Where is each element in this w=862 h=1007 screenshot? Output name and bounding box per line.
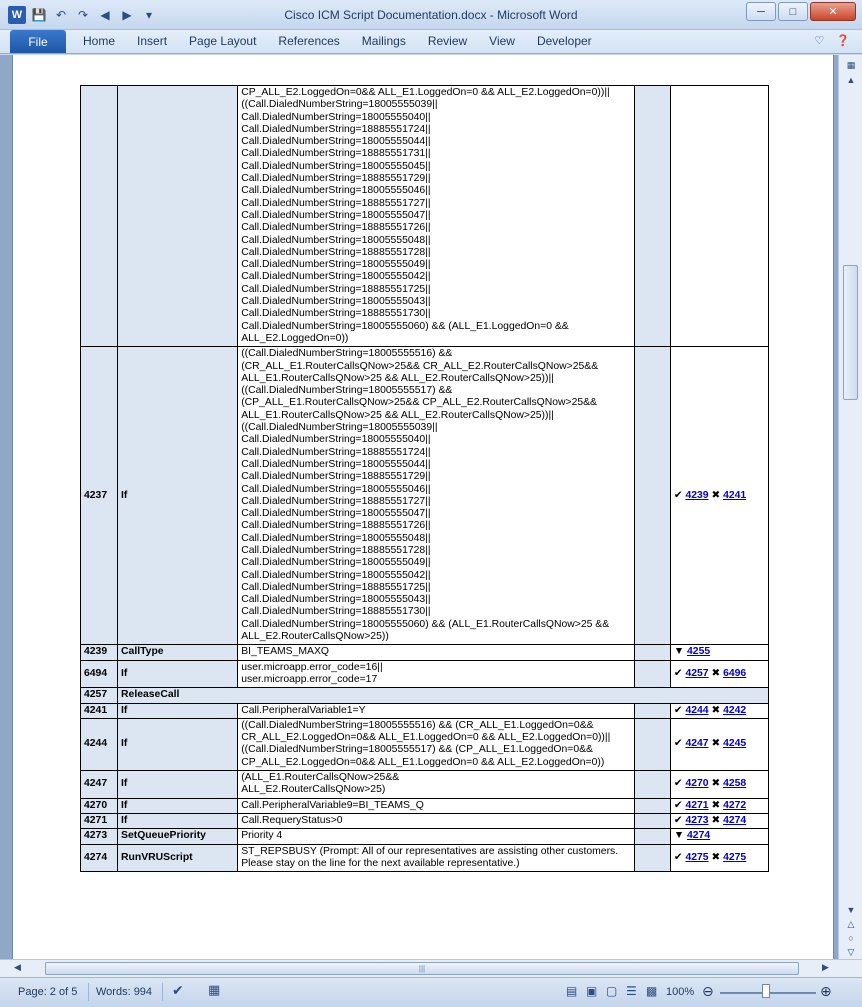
check-icon: ✔ — [673, 814, 683, 826]
node-link[interactable]: 4247 — [685, 738, 709, 750]
table-row — [81, 771, 769, 799]
condition-cell: user.microapp.error_code=16|| user.microapp.error_code=17 — [238, 660, 635, 688]
browse-object-icon[interactable]: ○ — [848, 933, 854, 943]
down-arrow-icon: ▼ — [673, 646, 685, 658]
node-link[interactable]: 4241 — [723, 489, 747, 501]
node-link[interactable]: 4275 — [685, 851, 709, 863]
outline-icon[interactable]: ☰ — [626, 984, 637, 998]
node-link[interactable]: 4270 — [685, 778, 709, 790]
node-type-cell: If — [118, 660, 238, 688]
zoom-out-icon[interactable]: ⊖ — [702, 983, 714, 999]
scroll-down-icon[interactable]: ▼ — [846, 905, 856, 915]
table-row — [81, 829, 769, 844]
next-node-cell — [670, 813, 768, 828]
previous-page-icon[interactable]: △ — [847, 919, 855, 929]
x-mark-icon: ✖ — [711, 851, 721, 863]
condition-cell: Call.PeripheralVariable9=BI_TEAMS_Q — [238, 798, 635, 813]
x-mark-icon: ✖ — [711, 799, 721, 811]
node-id-cell: 4237 — [81, 347, 118, 645]
script-table — [80, 85, 769, 872]
node-link[interactable]: 4275 — [723, 851, 747, 863]
node-link[interactable]: 4244 — [685, 704, 709, 716]
tab-developer[interactable]: Developer — [536, 34, 592, 48]
node-id-cell: 4247 — [81, 771, 118, 799]
word-app-icon[interactable]: W — [8, 6, 26, 24]
customize-toolbar-icon[interactable]: ▾ — [145, 8, 153, 22]
blank-cell — [634, 829, 670, 844]
close-button[interactable]: ✕ — [810, 2, 856, 21]
node-id-cell: 4273 — [81, 829, 118, 844]
check-icon: ✔ — [673, 738, 683, 750]
zoom-slider-thumb[interactable] — [762, 984, 770, 998]
minimize-button[interactable]: ─ — [746, 2, 776, 21]
next-node-cell — [670, 86, 768, 347]
node-type-cell: SetQueuePriority — [118, 829, 238, 844]
horizontal-scroll-thumb[interactable]: ||| — [45, 962, 799, 975]
help-icon[interactable]: ❓ — [836, 35, 850, 47]
node-type-cell — [118, 86, 238, 347]
condition-cell: Call.PeripheralVariable1=Y — [238, 703, 635, 718]
word-count[interactable]: Words: 994 — [96, 986, 153, 998]
condition-cell: Priority 4 — [238, 829, 635, 844]
check-icon: ✔ — [673, 704, 683, 716]
next-node-cell — [670, 771, 768, 799]
table-row — [81, 645, 769, 660]
node-link[interactable]: 6496 — [723, 667, 747, 679]
node-type-cell: ReleaseCall — [118, 688, 769, 703]
table-row — [81, 86, 769, 347]
table-row — [81, 347, 769, 645]
node-link[interactable]: 4258 — [723, 778, 747, 790]
node-type-cell: If — [118, 347, 238, 645]
blank-cell — [634, 718, 670, 770]
scroll-left-icon[interactable]: ◀ — [14, 962, 21, 972]
condition-cell: Call.RequeryStatus>0 — [238, 813, 635, 828]
x-mark-icon: ✖ — [711, 738, 721, 750]
table-row — [81, 703, 769, 718]
back-icon[interactable]: ◀ — [100, 8, 110, 22]
next-page-icon[interactable]: ▽ — [847, 947, 855, 957]
document-page[interactable] — [12, 55, 834, 959]
node-link[interactable]: 4273 — [685, 814, 709, 826]
ribbon-tabs — [72, 30, 603, 54]
node-id-cell: 4244 — [81, 718, 118, 770]
next-node-cell — [670, 347, 768, 645]
next-node-cell — [670, 718, 768, 770]
node-type-cell: If — [118, 703, 238, 718]
table-row — [81, 688, 769, 703]
blank-cell — [634, 771, 670, 799]
tab-references[interactable]: References — [278, 34, 340, 48]
node-type-cell: If — [118, 813, 238, 828]
table-row — [81, 718, 769, 770]
zoom-in-icon[interactable]: ⊕ — [820, 983, 832, 999]
node-id-cell: 6494 — [81, 660, 118, 688]
macro-icon[interactable]: ▦ — [208, 982, 221, 997]
x-mark-icon: ✖ — [711, 704, 721, 716]
node-id-cell — [81, 86, 118, 347]
zoom-level[interactable]: 100% — [666, 986, 695, 998]
node-link[interactable]: 4245 — [723, 738, 747, 750]
node-link[interactable]: 4274 — [687, 830, 711, 842]
tab-view[interactable]: View — [489, 34, 515, 48]
next-node-cell — [670, 798, 768, 813]
print-layout-icon[interactable]: ▤ — [566, 984, 578, 998]
node-link[interactable]: 4271 — [685, 799, 709, 811]
blank-cell — [634, 660, 670, 688]
redo-icon[interactable]: ↷ — [77, 8, 89, 22]
blank-cell — [634, 645, 670, 660]
node-type-cell: RunVRUScript — [118, 844, 238, 872]
node-link[interactable]: 4274 — [723, 814, 747, 826]
tab-insert[interactable]: Insert — [137, 34, 168, 48]
undo-icon[interactable]: ↶ — [55, 8, 67, 22]
node-id-cell: 4274 — [81, 844, 118, 872]
x-mark-icon: ✖ — [711, 489, 721, 501]
tab-page-layout[interactable]: Page Layout — [189, 34, 257, 48]
vertical-scroll-thumb[interactable] — [843, 265, 858, 400]
status-bar — [0, 977, 862, 1007]
condition-cell: BI_TEAMS_MAXQ — [238, 645, 635, 660]
tab-home[interactable]: Home — [83, 34, 116, 48]
web-layout-icon[interactable]: ▢ — [606, 984, 618, 998]
node-type-cell: If — [118, 798, 238, 813]
tab-review[interactable]: Review — [427, 34, 468, 48]
table-row — [81, 844, 769, 872]
next-node-cell — [670, 703, 768, 718]
save-icon[interactable]: 💾 — [31, 8, 47, 22]
proofing-icon[interactable]: ✔ — [172, 982, 184, 998]
blank-cell — [634, 798, 670, 813]
check-icon: ✔ — [673, 799, 683, 811]
full-screen-reading-icon[interactable]: ▣ — [586, 984, 598, 998]
minimize-ribbon-icon[interactable]: ♡ — [814, 35, 825, 47]
blank-cell — [634, 347, 670, 645]
scroll-right-icon[interactable]: ▶ — [822, 962, 829, 972]
blank-cell — [634, 703, 670, 718]
document-workspace — [0, 55, 862, 959]
tab-file[interactable]: File — [10, 30, 66, 53]
x-mark-icon: ✖ — [711, 778, 721, 790]
x-mark-icon: ✖ — [711, 667, 721, 679]
maximize-button[interactable]: □ — [778, 2, 808, 21]
check-icon: ✔ — [673, 489, 683, 501]
draft-icon[interactable]: ▩ — [646, 984, 658, 998]
ribbon — [0, 30, 862, 54]
node-type-cell: If — [118, 718, 238, 770]
condition-cell: (ALL_E1.RouterCallsQNow>25&& ALL_E2.RouterCallsQNow>25) — [238, 771, 635, 799]
node-id-cell: 4239 — [81, 645, 118, 660]
node-type-cell: CallType — [118, 645, 238, 660]
check-icon: ✔ — [673, 667, 683, 679]
window-title: Cisco ICM Script Documentation.docx - Microsoft Word — [284, 8, 578, 22]
forward-icon[interactable]: ▶ — [122, 8, 132, 22]
node-id-cell: 4257 — [81, 688, 118, 703]
table-row — [81, 813, 769, 828]
check-icon: ✔ — [673, 778, 683, 790]
node-id-cell: 4271 — [81, 813, 118, 828]
x-mark-icon: ✖ — [711, 814, 721, 826]
node-link[interactable]: 4257 — [685, 667, 709, 679]
next-node-cell — [670, 660, 768, 688]
next-node-cell — [670, 844, 768, 872]
tab-mailings[interactable]: Mailings — [361, 34, 406, 48]
page-count[interactable]: Page: 2 of 5 — [18, 986, 78, 998]
check-icon: ✔ — [673, 851, 683, 863]
condition-cell: ST_REPSBUSY (Prompt: All of our representatives are assisting other customers. Please stay on the line for the next available representative.) — [238, 844, 635, 872]
condition-cell: ((Call.DialedNumberString=18005555516) && (CR_ALL_E1.RouterCallsQNow>25&& CR_ALL_E2.RouterCallsQNow>25&& ALL_E1.RouterCallsQNow>25 && ALL_E2.RouterCallsQNow>25))|| ((Call.DialedNumberString=18005555517) && (CP_ALL_E1.RouterCallsQNow>25&& CP_ALL_E2.RouterCallsQNow>25&& ALL_E1.RouterCallsQNow>25 && ALL_E2.RouterCallsQNow>25))|| ((Call.DialedNumberString=18005555039|| Call.DialedNumberString=18005555040|| Call.DialedNumberString=18885551724|| Call.DialedNumberString=18005555044|| Call.DialedNumberString=18885551729|| Call.DialedNumberString=18005555046|| Call.DialedNumberString=18885551727|| Call.DialedNumberString=18005555047|| Call.DialedNumberString=18885551726|| Call.DialedNumberString=18005555048|| Call.DialedNumberString=18885551728|| Call.DialedNumberString=18005555049|| Call.DialedNumberString=18005555042|| Call.DialedNumberString=18885551725|| Call.DialedNumberString=18005555043|| Call.DialedNumberString=18885551730|| Call.DialedNumberString=18005555060) && (ALL_E1.RouterCallsQNow>25 && ALL_E2.RouterCallsQNow>25)) — [238, 347, 635, 645]
blank-cell — [634, 844, 670, 872]
table-row — [81, 798, 769, 813]
node-link[interactable]: 4239 — [685, 489, 709, 501]
next-node-cell — [670, 645, 768, 660]
table-row — [81, 660, 769, 688]
blank-cell — [634, 86, 670, 347]
horizontal-scrollbar[interactable] — [0, 959, 862, 977]
node-id-cell: 4241 — [81, 703, 118, 718]
title-bar — [0, 0, 862, 30]
next-node-cell — [670, 829, 768, 844]
condition-cell: CP_ALL_E2.LoggedOn=0&& ALL_E1.LoggedOn=0 && ALL_E2.LoggedOn=0))|| ((Call.DialedNumberString=18005555039|| Call.DialedNumberString=18005555040|| Call.DialedNumberString=18885551724|| Call.DialedNumberString=18005555044|| Call.DialedNumberString=18885551731|| Call.DialedNumberString=18005555045|| Call.DialedNumberString=18885551729|| Call.DialedNumberString=18005555046|| Call.DialedNumberString=18885551727|| Call.DialedNumberString=18005555047|| Call.DialedNumberString=18885551726|| Call.DialedNumberString=18005555048|| Call.DialedNumberString=18885551728|| Call.DialedNumberString=18005555049|| Call.DialedNumberString=18005555042|| Call.DialedNumberString=18885551725|| Call.DialedNumberString=18005555043|| Call.DialedNumberString=18885551730|| Call.DialedNumberString=18005555060) && (ALL_E1.LoggedOn=0 && ALL_E2.LoggedOn=0)) — [238, 86, 635, 347]
node-id-cell: 4270 — [81, 798, 118, 813]
condition-cell: ((Call.DialedNumberString=18005555516) && (CR_ALL_E1.LoggedOn=0&& CR_ALL_E2.LoggedOn=0&& ALL_E1.LoggedOn=0 && ALL_E2.LoggedOn=0))|| ((Call.DialedNumberString=18005555517) && (CP_ALL_E1.LoggedOn=0&& CP_ALL_E2.LoggedOn=0&& ALL_E1.LoggedOn=0 && ALL_E2.LoggedOn=0)) — [238, 718, 635, 770]
ruler-toggle-icon[interactable]: ▦ — [846, 60, 856, 70]
node-link[interactable]: 4242 — [723, 704, 747, 716]
node-link[interactable]: 4255 — [687, 646, 711, 658]
blank-cell — [634, 813, 670, 828]
down-arrow-icon: ▼ — [673, 830, 685, 842]
node-link[interactable]: 4272 — [723, 799, 747, 811]
vertical-scrollbar[interactable] — [838, 55, 862, 959]
scroll-up-icon[interactable]: ▲ — [846, 75, 856, 85]
node-type-cell: If — [118, 771, 238, 799]
